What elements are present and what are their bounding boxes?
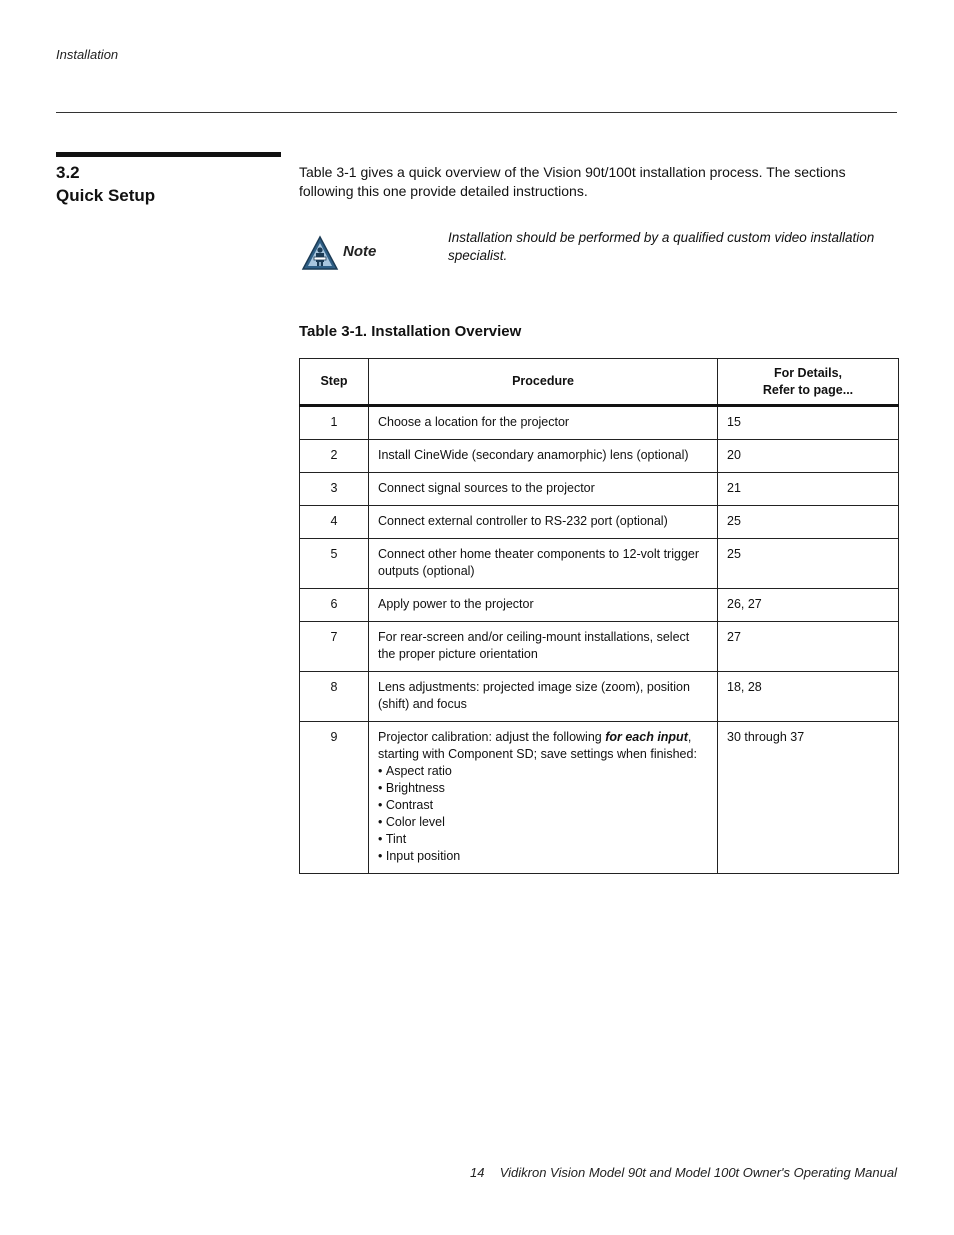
header-details-line2: Refer to page... bbox=[762, 382, 854, 397]
page-number: 14 bbox=[470, 1165, 485, 1180]
table-caption: Table 3-1. Installation Overview bbox=[299, 323, 522, 340]
procedure-suffix: , starting with Component SD; save settings when finished: bbox=[378, 730, 697, 761]
procedure-emphasis: for each input bbox=[605, 730, 688, 744]
step-cell: 8 bbox=[300, 672, 369, 722]
table-row bbox=[300, 672, 899, 722]
table-row bbox=[300, 506, 899, 539]
table-row bbox=[300, 406, 899, 440]
page-cell: 30 through 37 bbox=[718, 722, 899, 874]
page-cell: 20 bbox=[718, 440, 899, 473]
list-item: • Contrast bbox=[378, 797, 708, 814]
step-cell: 9 bbox=[300, 722, 369, 874]
note-figure-icon bbox=[301, 235, 339, 271]
table-header-row bbox=[300, 359, 899, 406]
list-item: • Brightness bbox=[378, 780, 708, 797]
procedure-cell: For rear-screen and/or ceiling-mount installations, select the proper picture orientation bbox=[369, 622, 718, 672]
procedure-cell: Connect other home theater components to 12-volt trigger outputs (optional) bbox=[369, 539, 718, 589]
header-details-line1: For Details, bbox=[773, 365, 843, 380]
list-item: • Tint bbox=[378, 831, 708, 848]
header-step: Step bbox=[300, 359, 369, 406]
section-title: Quick Setup bbox=[56, 186, 156, 205]
section-bar bbox=[56, 152, 281, 157]
installation-overview-table bbox=[299, 358, 899, 874]
page-cell: 21 bbox=[718, 473, 899, 506]
calibration-list bbox=[378, 763, 708, 865]
manual-title: Vidikron Vision Model 90t and Model 100t Owner's Operating Manual bbox=[499, 1165, 897, 1180]
intro-paragraph: Table 3-1 gives a quick overview of the Vision 90t/100t installation process. The sections following this one provide detailed instructions. bbox=[299, 164, 846, 199]
page-cell: 15 bbox=[718, 406, 899, 440]
table-row bbox=[300, 473, 899, 506]
header-details bbox=[718, 359, 899, 406]
step-cell: 6 bbox=[300, 589, 369, 622]
procedure-cell bbox=[369, 722, 718, 874]
running-header: Installation bbox=[56, 47, 119, 62]
step-cell: 3 bbox=[300, 473, 369, 506]
table-row bbox=[300, 440, 899, 473]
section-number: 3.2 bbox=[56, 163, 80, 182]
step-cell: 2 bbox=[300, 440, 369, 473]
table-row bbox=[300, 589, 899, 622]
page-cell: 27 bbox=[718, 622, 899, 672]
procedure-cell: Choose a location for the projector bbox=[369, 406, 718, 440]
page-cell: 25 bbox=[718, 506, 899, 539]
note-label: Note bbox=[343, 243, 377, 260]
step-cell: 1 bbox=[300, 406, 369, 440]
step-cell: 7 bbox=[300, 622, 369, 672]
page-cell: 18, 28 bbox=[718, 672, 899, 722]
table-row bbox=[300, 722, 899, 874]
note-text: Installation should be performed by a qualified custom video installation specialist. bbox=[448, 230, 875, 263]
header-divider bbox=[56, 112, 897, 113]
table-row bbox=[300, 539, 899, 589]
list-item: • Color level bbox=[378, 814, 708, 831]
list-item: • Aspect ratio bbox=[378, 763, 708, 780]
page-cell: 25 bbox=[718, 539, 899, 589]
procedure-cell: Connect external controller to RS-232 port (optional) bbox=[369, 506, 718, 539]
procedure-cell: Lens adjustments: projected image size (zoom), position (shift) and focus bbox=[369, 672, 718, 722]
procedure-cell: Apply power to the projector bbox=[369, 589, 718, 622]
step-cell: 5 bbox=[300, 539, 369, 589]
procedure-cell: Connect signal sources to the projector bbox=[369, 473, 718, 506]
table-row bbox=[300, 622, 899, 672]
list-item: • Input position bbox=[378, 848, 708, 865]
procedure-prefix: Projector calibration: adjust the following bbox=[378, 730, 606, 744]
header-procedure: Procedure bbox=[369, 359, 718, 406]
page-cell: 26, 27 bbox=[718, 589, 899, 622]
procedure-cell: Install CineWide (secondary anamorphic) lens (optional) bbox=[369, 440, 718, 473]
step-cell: 4 bbox=[300, 506, 369, 539]
